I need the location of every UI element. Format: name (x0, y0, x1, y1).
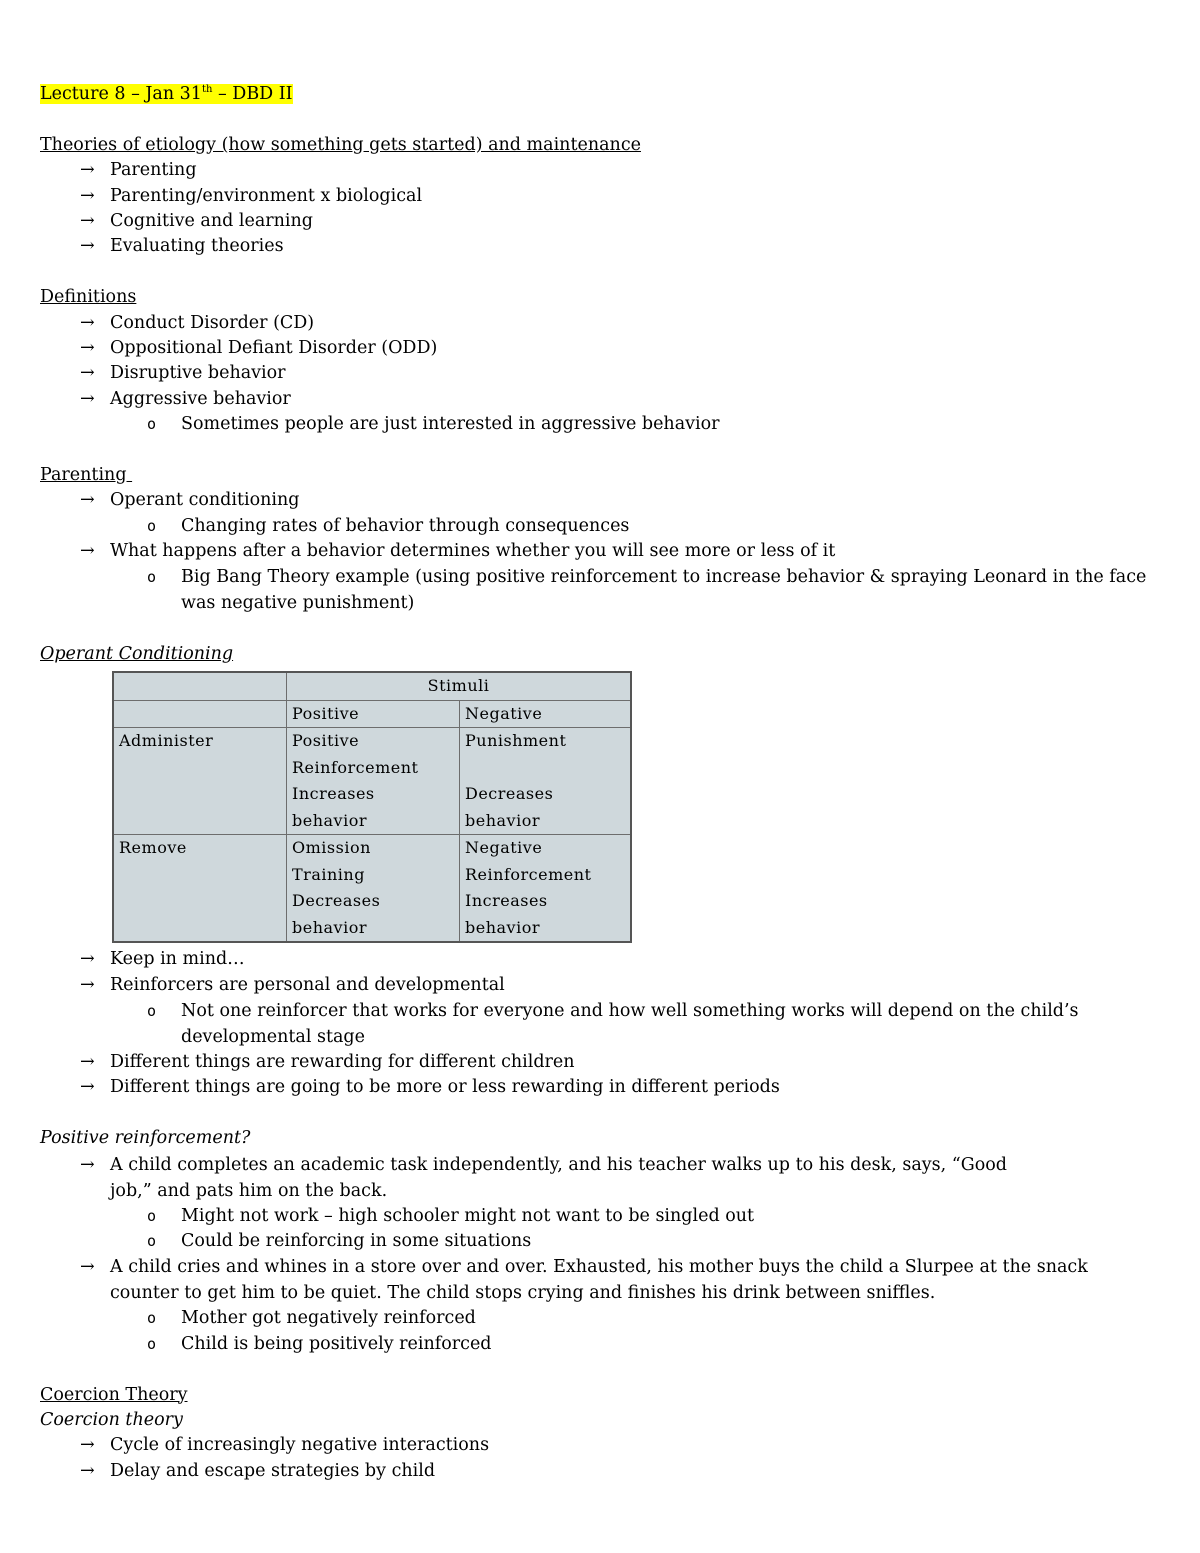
sub-list-item: o Big Bang Theory example (using positive reinforcement to increase behavior & spraying Leonard in the face was negative punishment) (40, 564, 1150, 616)
table-row-header-remove: Remove (113, 835, 287, 943)
table-cell-punishment: Punishment Decreases behavior (460, 728, 632, 835)
list-item: → Delay and escape strategies by child (40, 1459, 1150, 1484)
parenting-heading: Parenting (40, 464, 133, 485)
table-header-stimuli: Stimuli (287, 672, 632, 700)
list-item: → Oppositional Defiant Disorder (ODD) (40, 336, 1150, 361)
arrow-icon: → (80, 1435, 95, 1456)
table-cell-omission-training: Omission Training Decreases behavior (287, 835, 460, 943)
table-cell-positive-reinforcement: Positive Reinforcement Increases behavior (287, 728, 460, 835)
coercion-subheading: Coercion theory (40, 1409, 183, 1430)
sub-list-item: o Sometimes people are just interested in aggressive behavior (40, 412, 1150, 437)
list-item: → Operant conditioning (40, 488, 1150, 513)
circle-bullet-icon: o (147, 1001, 157, 1020)
table-header-positive: Positive (287, 700, 460, 728)
arrow-icon: → (80, 1154, 95, 1175)
sub-list-item: o Could be reinforcing in some situations (40, 1229, 1150, 1254)
sub-list-item: o Changing rates of behavior through consequences (40, 514, 1150, 539)
definitions-heading: Definitions (40, 287, 137, 308)
arrow-icon: → (80, 337, 95, 358)
sub-list-item: o Not one reinforcer that works for everyone and how well something works will depend on the child’s developmental stage (40, 998, 1150, 1050)
sub-list-item: o Child is being positively reinforced (40, 1332, 1150, 1357)
list-item: → Different things are going to be more or less rewarding in different periods (40, 1075, 1150, 1100)
table-cell-empty (113, 700, 287, 728)
arrow-icon: → (80, 1077, 95, 1098)
list-item: → Conduct Disorder (CD) (40, 311, 1150, 336)
sub-list-item: o Mother got negatively reinforced (40, 1306, 1150, 1331)
coercion-heading: Coercion Theory (40, 1384, 188, 1405)
circle-bullet-icon: o (147, 516, 157, 535)
arrow-icon: → (80, 312, 95, 333)
table-header-negative: Negative (460, 700, 632, 728)
arrow-icon: → (80, 1051, 95, 1072)
positive-reinforcement-heading: Positive reinforcement? (40, 1128, 251, 1149)
operant-heading: Operant Conditioning (40, 643, 234, 664)
list-item: → Reinforcers are personal and developmental (40, 973, 1150, 998)
circle-bullet-icon: o (147, 1206, 157, 1225)
circle-bullet-icon: o (147, 1309, 157, 1328)
operant-conditioning-table (112, 671, 632, 943)
list-item: → Cycle of increasingly negative interactions (40, 1433, 1150, 1458)
arrow-icon: → (80, 1460, 95, 1481)
arrow-icon: → (80, 236, 95, 257)
theories-heading: Theories of etiology (how something gets started) and maintenance (40, 134, 641, 155)
list-item: → Parenting (40, 158, 1150, 183)
table-row-header-administer: Administer (113, 728, 287, 835)
arrow-icon: → (80, 949, 95, 970)
arrow-icon: → (80, 1257, 95, 1278)
arrow-icon: → (80, 160, 95, 181)
list-item: → Parenting/environment x biological (40, 184, 1150, 209)
table-cell-negative-reinforcement: Negative Reinforcement Increases behavior (460, 835, 632, 943)
list-item: → Evaluating theories (40, 234, 1150, 259)
arrow-icon: → (80, 363, 95, 384)
list-item: → A child completes an academic task independently, and his teacher walks up to his desk, says, “Good job,” and pats him on the back. (40, 1152, 1150, 1204)
list-item: → Aggressive behavior (40, 387, 1150, 412)
list-item: → What happens after a behavior determines whether you will see more or less of it (40, 539, 1150, 564)
arrow-icon: → (80, 388, 95, 409)
table-cell-empty (113, 672, 287, 700)
list-item: → Different things are rewarding for different children (40, 1050, 1150, 1075)
arrow-icon: → (80, 185, 95, 206)
arrow-icon: → (80, 541, 95, 562)
lecture-title: Lecture 8 – Jan 31th – DBD II (40, 84, 293, 104)
list-item: → A child cries and whines in a store over and over. Exhausted, his mother buys the child a Slurpee at the snack counter to get him to be quiet. The child stops crying and finishes his drink between sniffles. (40, 1254, 1150, 1306)
document-page (40, 82, 1150, 1484)
arrow-icon: → (80, 974, 95, 995)
arrow-icon: → (80, 490, 95, 511)
arrow-icon: → (80, 210, 95, 231)
circle-bullet-icon: o (147, 1231, 157, 1250)
circle-bullet-icon: o (147, 568, 157, 587)
circle-bullet-icon: o (147, 1334, 157, 1353)
sub-list-item: o Might not work – high schooler might not want to be singled out (40, 1204, 1150, 1229)
list-item: → Keep in mind… (40, 947, 1150, 972)
list-item: → Disruptive behavior (40, 361, 1150, 386)
list-item: → Cognitive and learning (40, 209, 1150, 234)
circle-bullet-icon: o (147, 415, 157, 434)
